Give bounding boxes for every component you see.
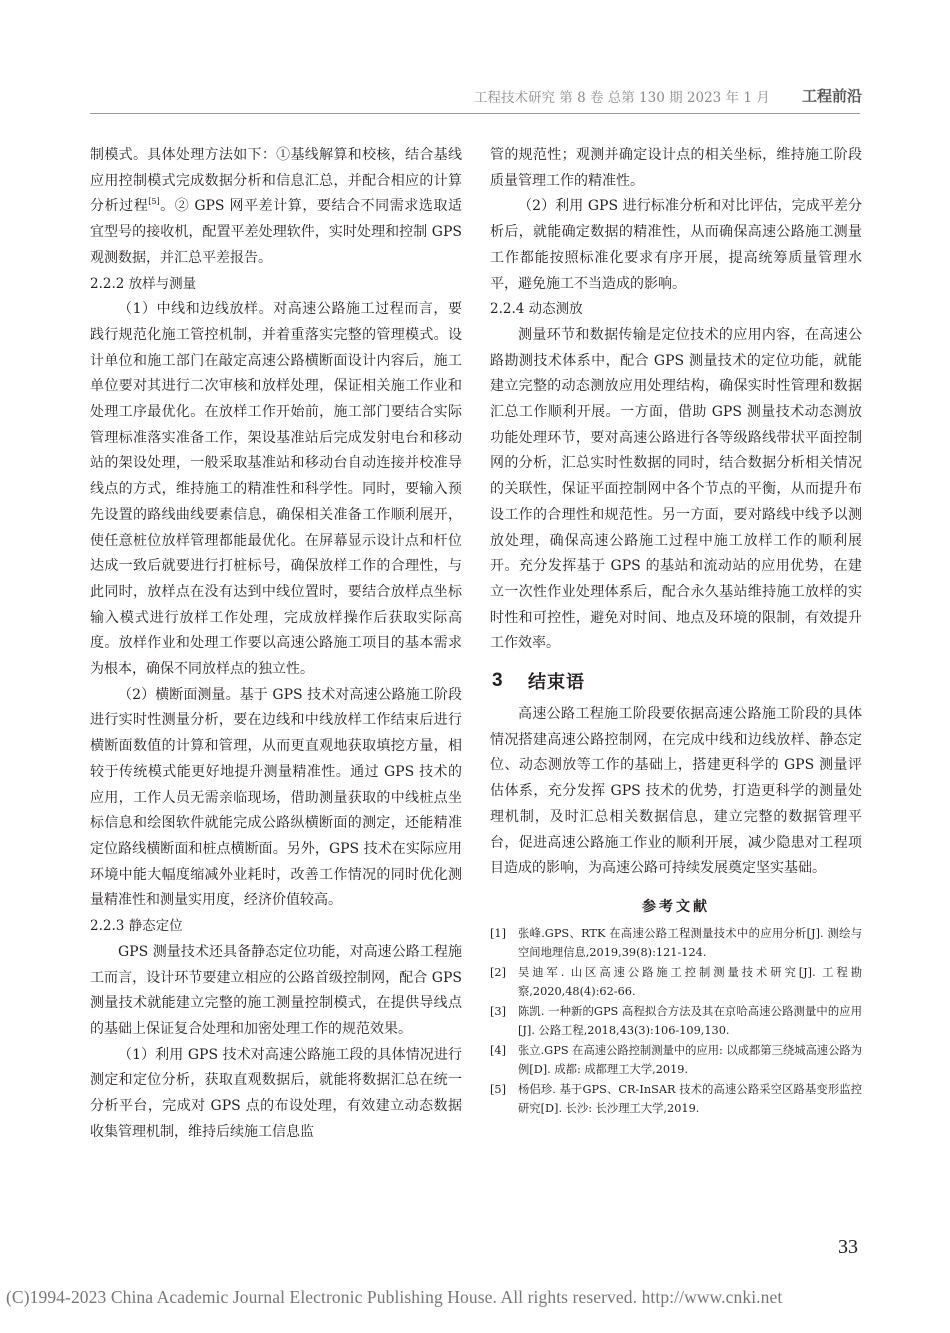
paragraph-continued: 制模式。具体处理方法如下：①基线解算和校核，结合基线应用控制模式完成数据分析和信息汇总，并配合相应的计算分析过程[5]。② GPS 网平差计算，要结合不同需求选取适宜型号的接收机，配置平差处理软件，实时处理和控制 GPS 观测数据，并汇总平差报告。: [90, 147, 463, 266]
citation-ref[interactable]: [5]: [148, 197, 160, 207]
header-rule: [90, 113, 860, 114]
page-number: 33: [838, 1236, 858, 1258]
copyright-footer: (C)1994-2023 China Academic Journal Electronic Publishing House. All rights reserved. http://www.cnki.net: [6, 1287, 783, 1307]
reference-item: [5] 杨侣珍. 基于GPS、CR-InSAR 技术的高速公路采空区路基变形监控研究[D]. 长沙: 长沙理工大学,2019.: [490, 1082, 862, 1116]
paragraph-static-2: （2）利用 GPS 进行标准分析和对比评估，完成平差分析后，就能确定数据的精准性，从而确保高速公路施工测量工作都能按照标准化要求有序开展，提高统筹质量管理水平，避免施工不当造成的影响。: [490, 198, 862, 292]
section-title: 结束语: [528, 672, 585, 694]
section-name: 工程前沿: [802, 87, 863, 105]
right-column: [490, 143, 862, 1119]
reference-item: [4] 张立.GPS 在高速公路控制测量中的应用: 以成都第三绕城高速公路为例[D]. 成都: 成都理工大学,2019.: [490, 1043, 862, 1077]
section-heading-conclusion: [492, 668, 862, 694]
paragraph-cross-section: （2）横断面测量。基于 GPS 技术对高速公路施工阶段进行实时性测量分析，要在边线和中线放样工作结束后进行横断面数值的计算和管理，从而更直观地获取填挖方量，相较于传统模式能更好地提升测量精准性。通过 GPS 技术的应用，工作人员无需亲临现场，借助测量获取的中线桩点坐标信息和绘图软件就能完成公路纵横断面的测定，还能精准定位路线横断面和桩点横断面。另外，GPS 技术在实际应用环境中能大幅度缩减外业耗时，改善工作情况的同时优化测量精准性和测量实用度，经济价值较高。: [90, 686, 462, 909]
paragraph-dynamic-staking: 测量环节和数据传输是定位技术的应用内容，在高速公路勘测技术体系中，配合 GPS 测量技术的定位功能，就能建立完整的动态测放应用处理结构，确保实时性管理和数据汇总工作顺利开展。一方面，借助 GPS 测量技术动态测放功能处理环节，要对高速公路进行各等级路线带状平面控制网的分析，汇总实时性数据的同时，结合数据分析相关情况的关联性，保证平面控制网中各个节点的平衡，从而提升布设工作的合理性和规范性。另一方面，要对路线中线予以测放处理，确保高速公路施工过程中施工放样工作的顺利展开。充分发挥基于 GPS 的基站和流动站的应用优势，在建立一次性作业处理体系后，配合永久基站维持施工放样的实时性和可控性，避免对时间、地点及环境的限制，有效提升工作效率。: [490, 326, 862, 652]
paragraph-static-positioning: GPS 测量技术还具备静态定位功能，对高速公路工程施工而言，设计环节要建立相应的公路首级控制网，配合 GPS 测量技术就能建立完整的施工测量控制模式，在提供导线点的基础上保证复合处理和加密处理工作的规范效果。: [90, 943, 462, 1037]
reference-item: [2] 吴迪军. 山区高速公路施工控制测量技术研究[J]. 工程勘察,2020,48(4):62-66.: [490, 965, 862, 999]
paragraph-static-1: （1）利用 GPS 技术对高速公路施工段的具体情况进行测定和定位分析，获取直观数据后，就能将数据汇总在统一分析平台，完成对 GPS 点的布设处理，有效建立动态数据收集管理机制，维持后续施工信息监: [90, 1046, 462, 1140]
subsection-heading-2-2-4: 2.2.4 动态测放: [490, 301, 583, 318]
subsection-heading-2-2-2: 2.2.2 放样与测量: [90, 275, 197, 292]
subsection-heading-2-2-3: 2.2.3 静态定位: [90, 918, 183, 935]
reference-item: [1] 张峰.GPS、RTK 在高速公路工程测量技术中的应用分析[J]. 测绘与空间地理信息,2019,39(8):121-124.: [490, 926, 862, 960]
section-number: 3: [492, 670, 503, 692]
paragraph-continued-right: 管的规范性；观测并确定设计点的相关坐标，维持施工阶段质量管理工作的精准性。: [490, 147, 862, 189]
paragraph-centerline-staking: （1）中线和边线放样。对高速公路施工过程而言，要践行规范化施工管控机制，并着重落实完整的管理模式。设计单位和施工部门在敲定高速公路横断面设计内容后，施工单位要对其进行二次审核和放样处理，保证相关施工作业和处理工序最优化。在放样工作开始前，施工部门要结合实际管理标准落实准备工作，架设基准站后完成发射电台和移动站的架设处理，一般采取基准站和移动台自动连接并校准导线点的方式，维持施工的精准性和科学性。同时，要输入预先设置的路线曲线要素信息，确保相关准备工作顺利展开，使任意桩位放样管理都能最优化。在屏幕显示设计点和杆位达成一致后就要进行打桩标号，确保放样工作的合理性，与此同时，放样点在没有达到中线位置时，要结合放样点坐标输入模式进行放样工作处理，完成放样操作后获取实际高度。放样作业和处理工作要以高速公路施工项目的基本需求为根本，确保不同放样点的独立性。: [90, 301, 462, 678]
paragraph-conclusion: 高速公路工程施工阶段要依据高速公路施工阶段的具体情况搭建高速公路控制网，在完成中线和边线放样、静态定位、动态测放等工作的基础上，搭建更科学的 GPS 测量评估体系，充分发挥 GPS 技术的优势，打造更科学的测量处理机制，及时汇总相关数据信息，建立完整的数据管理平台，促进高速公路施工作业的顺利开展，减少隐患对工程项目造成的影响，为高速公路可持续发展奠定坚实基础。: [490, 706, 862, 877]
references-title: 参考文献: [642, 898, 710, 915]
journal-info: 工程技术研究 第 8 卷 总第 130 期 2023 年 1 月: [474, 90, 770, 106]
references-list: [490, 924, 862, 1119]
left-column: [90, 143, 462, 1145]
running-header: [0, 86, 950, 110]
reference-item: [3] 陈凯. 一种新的GPS 高程拟合方法及其在京哈高速公路测量中的应用[J]. 公路工程,2018,43(3):106-109,130.: [490, 1004, 862, 1038]
